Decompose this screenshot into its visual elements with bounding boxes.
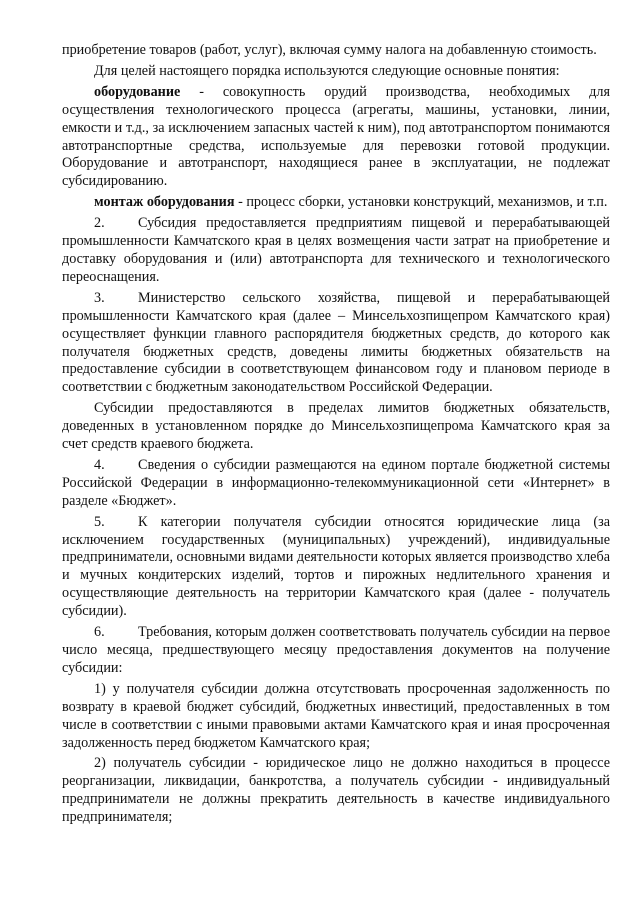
paragraph-definitions-intro: Для целей настоящего порядка используются следующие основные понятия:: [94, 62, 560, 79]
item-number: 6.: [94, 624, 105, 641]
term-equipment: оборудование: [94, 83, 181, 100]
item-5-text: К категории получателя субсидии относятся юридические лица (за исключением государственных (муниципальных) учреждений), индивидуальные предприниматели, основными видами деятельности которых является производство хлеба и мучных кондитерских изделий, тортов и пирожных недлительного хранения и осуществляющие деятельность на территории Камчатского края (далее - получатель субсидии).: [62, 513, 610, 620]
item-2-text: Субсидия предоставляется предприятиям пищевой и перерабатывающей промышленности Камчатского края в целях возмещения части затрат на приобретение и доставку оборудования и (или) автотранспорта для технического и технологического переоснащения.: [62, 215, 610, 285]
paragraph-item-4: [62, 457, 610, 511]
paragraph-definition-installation: [62, 194, 610, 212]
item-4-text: Сведения о субсидии размещаются на едином портале бюджетной системы Российской Федерации в информационно-телекоммуникационной сети «Интернет» в разделе «Бюджет».: [62, 456, 610, 509]
item-number: 5.: [94, 513, 105, 530]
item-6-text: Требования, которым должен соответствовать получатель субсидии на первое число месяца, предшествующего месяцу предоставления документов на получение субсидии:: [62, 624, 610, 676]
paragraph-item-6: [62, 624, 610, 678]
paragraph-requirement-2: 2) получатель субсидии - юридическое лицо не должно находиться в процессе реорганизации, ликвидации, банкротства, а получатель субсидии - индивидуальный предприниматели не должны прекратить деятельность в качестве индивидуального предпринимателя;: [62, 755, 610, 826]
item-3-text: Министерство сельского хозяйства, пищевой и перерабатывающей промышленности Камчатского края (далее – Минсельхозпищепром Камчатского края) осуществляет функции главного распорядителя бюджетных средств, до которого как получателя бюджетных средств, доведены лимиты бюджетных обязательств на предоставление субсидии в соответствующем финансовом году и плановом периоде в соответствии с бюджетным законодательством Российской Федерации.: [62, 289, 610, 396]
item-number: 4.: [94, 456, 105, 473]
paragraph-subsidy-limits: Субсидии предоставляются в пределах лимитов бюджетных обязательств, доведенных в установленном порядке до Минсельхозпищепрома Камчатского края за счет средств краевого бюджета.: [62, 400, 610, 453]
paragraph-item-2: [62, 215, 610, 287]
paragraph-continuation: приобретение товаров (работ, услуг), включая сумму налога на добавленную стоимость.: [62, 42, 597, 58]
item-number: 3.: [94, 289, 105, 306]
term-installation: монтаж оборудования: [94, 194, 235, 211]
paragraph-definition-equipment: [62, 84, 610, 191]
definition-equipment-text: - совокупность орудий производства, необходимых для осуществления технологического процесса (агрегаты, машины, установки, линии, емкости и т.д., за исключением запасных частей к ним), под автотранспортом понимаются автотранспортные средства, используемые для перевозки готовой продукции. Оборудование и автотранспорт, находящиеся ранее в эксплуатации, не подлежат субсидированию.: [62, 83, 610, 190]
paragraph-requirement-1: 1) у получателя субсидии должна отсутствовать просроченная задолженность по возврату в краевой бюджет субсидий, бюджетных инвестиций, предоставленных в том числе в соответствии с иными правовыми актами Камчатского края и иная просроченная задолженность перед бюджетом Камчатского края;: [62, 680, 610, 751]
item-number: 2.: [94, 215, 105, 232]
definition-installation-text: - процесс сборки, установки конструкций, механизмов, и т.п.: [234, 194, 608, 211]
paragraph-item-5: [62, 514, 610, 621]
paragraph-item-3: [62, 290, 610, 397]
